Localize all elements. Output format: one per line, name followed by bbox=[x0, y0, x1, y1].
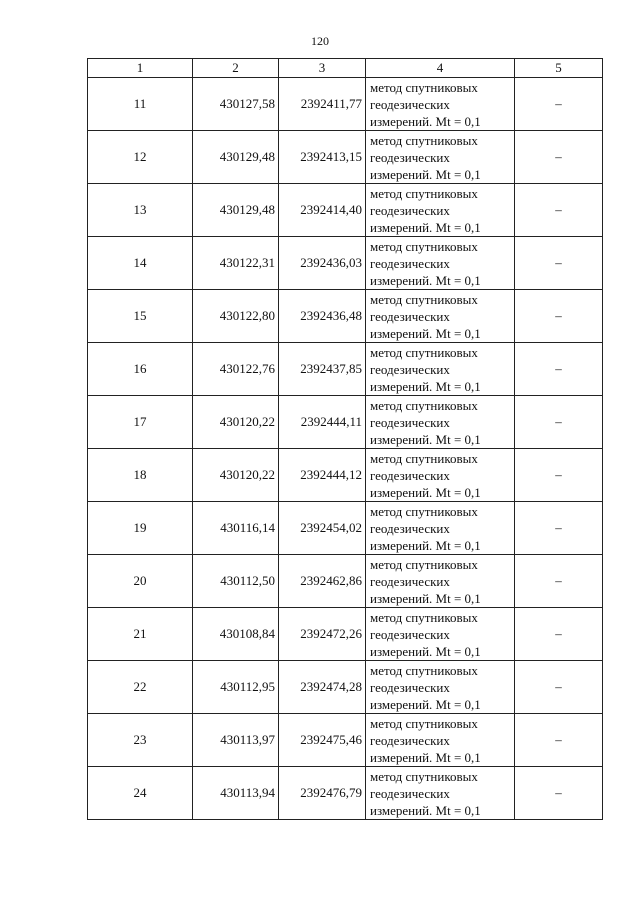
note-cell: – bbox=[515, 343, 603, 396]
note-cell: – bbox=[515, 184, 603, 237]
y-coordinate-cell: 2392414,40 bbox=[279, 184, 366, 237]
table-row bbox=[88, 396, 603, 449]
header-cell-3: 3 bbox=[279, 59, 366, 78]
method-cell bbox=[366, 131, 515, 184]
note-cell: – bbox=[515, 78, 603, 131]
table-row bbox=[88, 661, 603, 714]
method-cell bbox=[366, 502, 515, 555]
note-cell: – bbox=[515, 396, 603, 449]
point-number-cell: 15 bbox=[88, 290, 193, 343]
x-coordinate-cell: 430122,80 bbox=[193, 290, 279, 343]
table-row bbox=[88, 767, 603, 820]
table-row bbox=[88, 502, 603, 555]
method-cell bbox=[366, 290, 515, 343]
y-coordinate-cell: 2392475,46 bbox=[279, 714, 366, 767]
y-coordinate-cell: 2392474,28 bbox=[279, 661, 366, 714]
x-coordinate-cell: 430120,22 bbox=[193, 396, 279, 449]
method-line: метод спутниковых bbox=[370, 556, 478, 572]
table-header-row bbox=[88, 59, 603, 78]
note-cell: – bbox=[515, 502, 603, 555]
y-coordinate-cell: 2392454,02 bbox=[279, 502, 366, 555]
y-coordinate-cell: 2392444,12 bbox=[279, 449, 366, 502]
method-line: измерений. Mt = 0,1 bbox=[370, 802, 481, 818]
method-line: метод спутниковых bbox=[370, 132, 478, 148]
method-line: измерений. Mt = 0,1 bbox=[370, 219, 481, 235]
method-line: метод спутниковых bbox=[370, 609, 478, 625]
header-cell-5: 5 bbox=[515, 59, 603, 78]
page-number: 120 bbox=[311, 34, 329, 48]
method-line: измерений. Mt = 0,1 bbox=[370, 643, 481, 659]
note-cell: – bbox=[515, 608, 603, 661]
method-cell bbox=[366, 396, 515, 449]
table-row bbox=[88, 184, 603, 237]
method-line: измерений. Mt = 0,1 bbox=[370, 484, 481, 500]
point-number-cell: 16 bbox=[88, 343, 193, 396]
y-coordinate-cell: 2392411,77 bbox=[279, 78, 366, 131]
y-coordinate-cell: 2392436,48 bbox=[279, 290, 366, 343]
point-number-cell: 14 bbox=[88, 237, 193, 290]
point-number-cell: 22 bbox=[88, 661, 193, 714]
header-cell-1: 1 bbox=[88, 59, 193, 78]
method-line: измерений. Mt = 0,1 bbox=[370, 537, 481, 553]
note-cell: – bbox=[515, 661, 603, 714]
method-line: геодезических bbox=[370, 308, 450, 324]
table-row bbox=[88, 714, 603, 767]
point-number-cell: 24 bbox=[88, 767, 193, 820]
method-line: метод спутниковых bbox=[370, 185, 478, 201]
point-number-cell: 13 bbox=[88, 184, 193, 237]
x-coordinate-cell: 430108,84 bbox=[193, 608, 279, 661]
method-cell bbox=[366, 555, 515, 608]
method-line: измерений. Mt = 0,1 bbox=[370, 590, 481, 606]
note-cell: – bbox=[515, 237, 603, 290]
note-cell: – bbox=[515, 290, 603, 343]
table-row bbox=[88, 290, 603, 343]
method-line: метод спутниковых bbox=[370, 715, 478, 731]
point-number-cell: 20 bbox=[88, 555, 193, 608]
method-cell bbox=[366, 237, 515, 290]
method-line: измерений. Mt = 0,1 bbox=[370, 431, 481, 447]
method-line: измерений. Mt = 0,1 bbox=[370, 272, 481, 288]
y-coordinate-cell: 2392436,03 bbox=[279, 237, 366, 290]
method-line: измерений. Mt = 0,1 bbox=[370, 166, 481, 182]
method-line: геодезических bbox=[370, 520, 450, 536]
method-cell bbox=[366, 608, 515, 661]
table-body bbox=[88, 78, 603, 820]
header-cell-2: 2 bbox=[193, 59, 279, 78]
point-number-cell: 18 bbox=[88, 449, 193, 502]
header-cell-4: 4 bbox=[366, 59, 515, 78]
table-row bbox=[88, 608, 603, 661]
x-coordinate-cell: 430113,97 bbox=[193, 714, 279, 767]
y-coordinate-cell: 2392476,79 bbox=[279, 767, 366, 820]
method-line: геодезических bbox=[370, 626, 450, 642]
note-cell: – bbox=[515, 131, 603, 184]
method-line: геодезических bbox=[370, 149, 450, 165]
x-coordinate-cell: 430112,50 bbox=[193, 555, 279, 608]
method-line: геодезических bbox=[370, 732, 450, 748]
y-coordinate-cell: 2392437,85 bbox=[279, 343, 366, 396]
y-coordinate-cell: 2392472,26 bbox=[279, 608, 366, 661]
method-line: метод спутниковых bbox=[370, 450, 478, 466]
method-line: измерений. Mt = 0,1 bbox=[370, 749, 481, 765]
method-cell bbox=[366, 184, 515, 237]
y-coordinate-cell: 2392462,86 bbox=[279, 555, 366, 608]
point-number-cell: 21 bbox=[88, 608, 193, 661]
method-cell bbox=[366, 661, 515, 714]
point-number-cell: 12 bbox=[88, 131, 193, 184]
y-coordinate-cell: 2392444,11 bbox=[279, 396, 366, 449]
table-row bbox=[88, 555, 603, 608]
method-line: измерений. Mt = 0,1 bbox=[370, 378, 481, 394]
note-cell: – bbox=[515, 767, 603, 820]
x-coordinate-cell: 430120,22 bbox=[193, 449, 279, 502]
x-coordinate-cell: 430122,76 bbox=[193, 343, 279, 396]
method-line: измерений. Mt = 0,1 bbox=[370, 696, 481, 712]
point-number-cell: 11 bbox=[88, 78, 193, 131]
x-coordinate-cell: 430127,58 bbox=[193, 78, 279, 131]
x-coordinate-cell: 430116,14 bbox=[193, 502, 279, 555]
method-line: геодезических bbox=[370, 414, 450, 430]
method-line: метод спутниковых bbox=[370, 238, 478, 254]
note-cell: – bbox=[515, 555, 603, 608]
method-line: геодезических bbox=[370, 679, 450, 695]
method-line: метод спутниковых bbox=[370, 768, 478, 784]
method-line: метод спутниковых bbox=[370, 344, 478, 360]
table-row bbox=[88, 449, 603, 502]
method-cell bbox=[366, 78, 515, 131]
y-coordinate-cell: 2392413,15 bbox=[279, 131, 366, 184]
method-cell bbox=[366, 767, 515, 820]
note-cell: – bbox=[515, 449, 603, 502]
method-line: измерений. Mt = 0,1 bbox=[370, 325, 481, 341]
method-line: геодезических bbox=[370, 361, 450, 377]
table-row bbox=[88, 131, 603, 184]
method-cell bbox=[366, 449, 515, 502]
table-row bbox=[88, 343, 603, 396]
method-line: геодезических bbox=[370, 785, 450, 801]
method-line: геодезических bbox=[370, 96, 450, 112]
x-coordinate-cell: 430129,48 bbox=[193, 131, 279, 184]
method-line: метод спутниковых bbox=[370, 503, 478, 519]
table-row bbox=[88, 237, 603, 290]
method-line: геодезических bbox=[370, 202, 450, 218]
method-line: геодезических bbox=[370, 467, 450, 483]
note-cell: – bbox=[515, 714, 603, 767]
method-cell bbox=[366, 714, 515, 767]
method-line: геодезических bbox=[370, 573, 450, 589]
method-line: метод спутниковых bbox=[370, 397, 478, 413]
x-coordinate-cell: 430129,48 bbox=[193, 184, 279, 237]
x-coordinate-cell: 430122,31 bbox=[193, 237, 279, 290]
coordinates-table bbox=[87, 58, 603, 820]
method-line: метод спутниковых bbox=[370, 79, 478, 95]
method-line: метод спутниковых bbox=[370, 662, 478, 678]
x-coordinate-cell: 430113,94 bbox=[193, 767, 279, 820]
point-number-cell: 19 bbox=[88, 502, 193, 555]
point-number-cell: 23 bbox=[88, 714, 193, 767]
method-line: измерений. Mt = 0,1 bbox=[370, 113, 481, 129]
method-line: геодезических bbox=[370, 255, 450, 271]
point-number-cell: 17 bbox=[88, 396, 193, 449]
x-coordinate-cell: 430112,95 bbox=[193, 661, 279, 714]
method-cell bbox=[366, 343, 515, 396]
method-line: метод спутниковых bbox=[370, 291, 478, 307]
table-row bbox=[88, 78, 603, 131]
